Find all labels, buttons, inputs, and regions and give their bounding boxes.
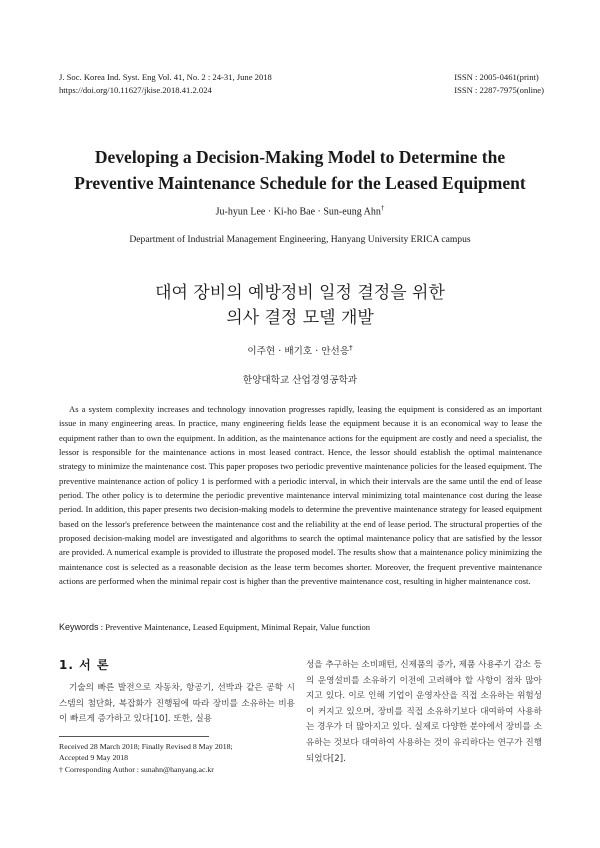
corresponding-author-email[interactable]: Corresponding Author : sunahn@hanyang.ac.kr bbox=[64, 764, 214, 774]
english-title bbox=[40, 144, 560, 196]
keywords-list: : Preventive Maintenance, Leased Equipment, Minimal Repair, Value function bbox=[100, 622, 371, 632]
right-column bbox=[306, 658, 542, 767]
korean-title-line-1: 대여 장비의 예방정비 일정 결정을 위한 bbox=[155, 283, 445, 303]
korean-authors bbox=[0, 343, 600, 357]
footnotes bbox=[59, 741, 295, 776]
footnote-divider bbox=[59, 736, 209, 737]
received-date: Received 28 March 2018; Finally Revised 8 May 2018; bbox=[59, 741, 233, 751]
corresponding-author-mark: † bbox=[380, 204, 385, 212]
issn-print: ISSN : 2005-0461(print) bbox=[454, 72, 539, 82]
english-title-line-1: Developing a Decision-Making Model to Determine the bbox=[94, 147, 506, 167]
accepted-date: Accepted 9 May 2018 bbox=[59, 753, 129, 763]
introduction-paragraph-right: 성을 추구하는 소비패턴, 신제품의 증가, 제품 사용주기 감소 등의 운영설비를 소유하기 이전에 고려해야 할 사항이 점차 많아지고 있다. 이로 인해 기업이 운영자산을 직접 소유하는 위험성이 커지고 있으며, 장비를 직접 소유하기보다 대여하여 사용하는 경우가 더 많아지고 있다. 실제로 다양한 분야에서 장비를 소유하는 것보다 대여하여 사용하는 것이 유리하다는 연구가 진행되었다[2]. bbox=[306, 660, 542, 764]
english-affiliation: Department of Industrial Management Engineering, Hanyang University ERICA campus bbox=[129, 234, 471, 245]
doi-link[interactable]: https://doi.org/10.11627/jkise.2018.41.2.024 bbox=[59, 85, 212, 95]
keywords-label: Keywords bbox=[59, 622, 99, 632]
journal-citation: J. Soc. Korea Ind. Syst. Eng Vol. 41, No. 2 : 24-31, June 2018 bbox=[59, 72, 272, 82]
dagger-mark: † bbox=[59, 764, 63, 774]
abstract: As a system complexity increases and technology innovation progresses rapidly, leasing the equipment is considered as an important issue in many engineering areas. In practice, many engineering fields lease the equipment because it is an economical way to lease the equipment rather than to own the equipment. In addition, as the maintenance actions for the equipment are costly and need a specialist, the lessor is responsible for the maintenance actions in most leased contract. Hence, the lessor should establish the optimal maintenance strategy to minimize the maintenance cost. This paper proposes two periodic preventive maintenance policies for the leased equipment. The preventive maintenance action of policy 1 is performed with a periodic interval, in which their intervals are the same until the end of lease period. The other policy is to determine the periodic preventive maintenance interval minimizing total maintenance cost during the lease period. In addition, this paper presents two decision-making models to determine the preventive maintenance strategy for leased equipment based on the lessor's preference between the maintenance cost and the reliability at the end of lease period. The structural properties of the proposed decision-making model are investigated and algorithms to search the optimal maintenance policy that are satisfied by the lessor are provided. A numerical example is provided to illustrate the proposed model. The results show that a maintenance policy minimizing the maintenance cost is selected as a reasonable decision as the lease term becomes shorter. Moreover, the frequent preventive maintenance actions are performed when the minimal repair cost is higher than the preventive maintenance cost, resulting in higher maintenance cost. bbox=[59, 404, 542, 587]
introduction-paragraph-left: 기술의 빠른 발전으로 자동차, 항공기, 선박과 같은 공학 시스템의 첨단화, 복잡화가 진행됨에 따라 장비를 소유하는 비용이 빠르게 증가하고 있다[10]. 또한, 실용 bbox=[59, 683, 295, 725]
korean-title bbox=[0, 281, 600, 331]
issn-online: ISSN : 2287-7975(online) bbox=[454, 85, 544, 95]
keywords bbox=[59, 622, 542, 632]
section-heading-introduction: 1. 서 론 bbox=[59, 658, 110, 672]
left-column bbox=[59, 656, 295, 775]
korean-title-line-2: 의사 결정 모델 개발 bbox=[226, 308, 374, 328]
journal-header-left bbox=[59, 71, 272, 97]
english-title-line-2: Preventive Maintenance Schedule for the Leased Equipment bbox=[74, 173, 526, 193]
journal-header-right bbox=[454, 71, 544, 97]
corresponding-author-note bbox=[59, 764, 295, 776]
english-authors bbox=[0, 204, 600, 217]
korean-corresponding-mark: † bbox=[349, 343, 353, 352]
korean-author-names: 이주현 · 배기호 · 안선응 bbox=[247, 346, 350, 357]
korean-affiliation: 한양대학교 산업경영공학과 bbox=[242, 375, 358, 386]
english-author-names: Ju-hyun Lee · Ki-ho Bae · Sun-eung Ahn bbox=[215, 206, 381, 218]
